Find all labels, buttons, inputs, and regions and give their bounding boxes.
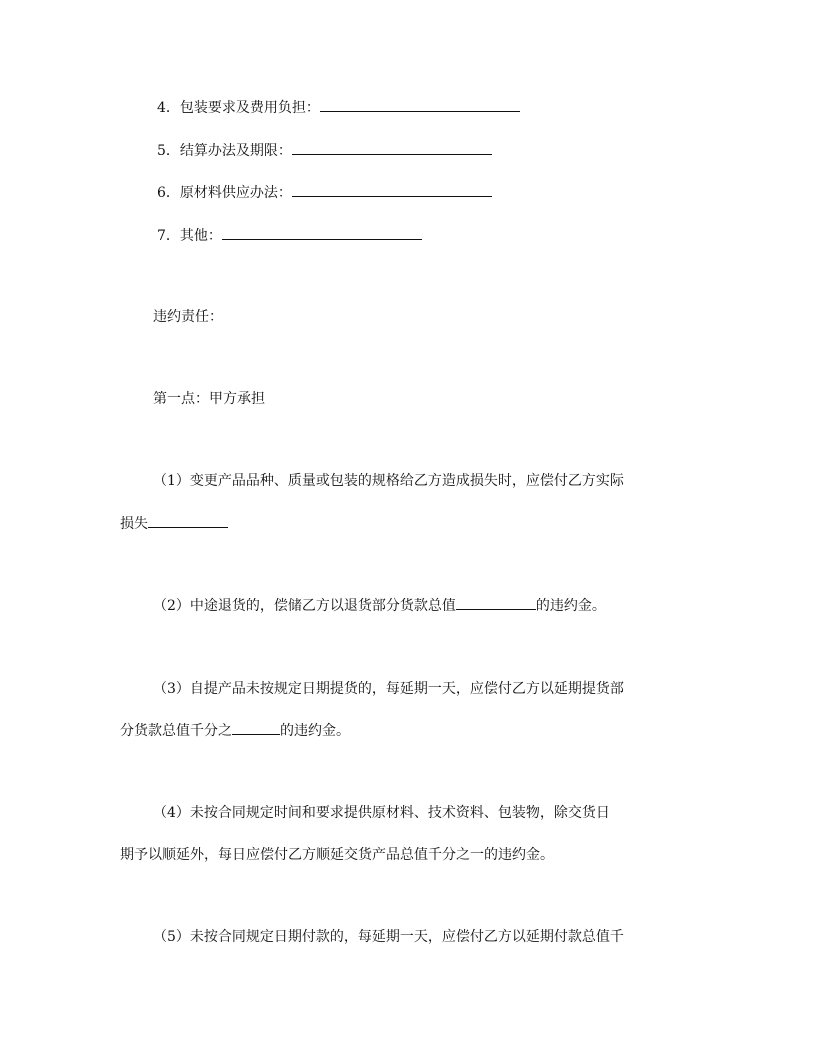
clause-4-line-2: 期予以顺延外，每日应偿付乙方顺延交货产品总值千分之一的违约金。 xyxy=(120,847,554,863)
clause-text: 分货款总值千分之 xyxy=(120,723,232,739)
term-label: 4．包装要求及费用负担： xyxy=(157,100,320,116)
fill-in-blank[interactable] xyxy=(292,182,492,197)
term-item-7 xyxy=(157,225,422,246)
fill-in-blank[interactable] xyxy=(456,595,536,610)
term-item-6 xyxy=(157,182,492,203)
section-heading: 第一点：甲方承担 xyxy=(153,391,265,407)
fill-in-blank[interactable] xyxy=(292,140,492,155)
clause-text: 的违约金。 xyxy=(280,723,350,739)
fill-in-blank[interactable] xyxy=(148,513,228,528)
clause-3-line-2 xyxy=(120,720,350,741)
term-item-4 xyxy=(157,97,520,118)
clause-4-line-1: （4）未按合同规定时间和要求提供原材料、技术资料、包装物，除交货日 xyxy=(153,805,610,821)
term-label: 7．其他： xyxy=(157,228,222,244)
term-item-5 xyxy=(157,140,492,161)
fill-in-blank[interactable] xyxy=(222,225,422,240)
clause-text: （2）中途退货的，偿储乙方以退货部分货款总值 xyxy=(153,598,456,614)
term-label: 6．原材料供应办法： xyxy=(157,185,292,201)
clause-1-line-1: （1）变更产品品种、质量或包装的规格给乙方造成损失时，应偿付乙方实际 xyxy=(153,473,624,489)
clause-text: 损失 xyxy=(120,516,148,532)
clause-text: 的违约金。 xyxy=(535,598,606,614)
fill-in-blank[interactable] xyxy=(320,97,520,112)
fill-in-blank[interactable] xyxy=(232,720,280,735)
clause-3-line-1: （3）自提产品未按规定日期提货的，每延期一天，应偿付乙方以延期提货部 xyxy=(153,681,624,697)
clause-5-line-1: （5）未按合同规定日期付款的，每延期一天，应偿付乙方以延期付款总值千 xyxy=(153,929,624,945)
liability-heading: 违约责任： xyxy=(153,309,223,325)
clause-2 xyxy=(153,595,606,616)
clause-1-line-2 xyxy=(120,513,228,534)
term-label: 5．结算办法及期限： xyxy=(157,143,292,159)
